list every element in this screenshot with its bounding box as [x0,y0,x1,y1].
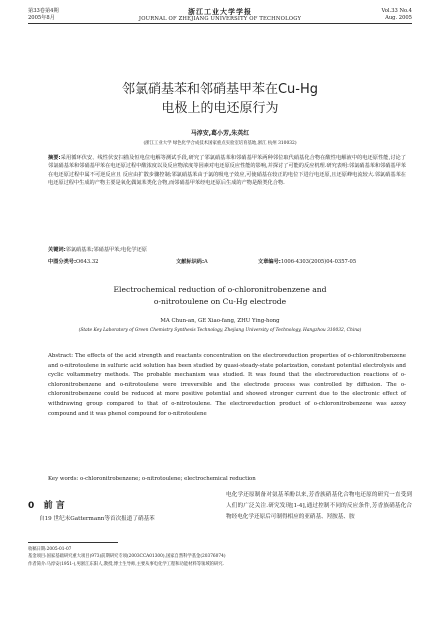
keywords-cn-label: 关键词: [48,247,66,253]
section-heading [28,498,65,511]
issue-info-en [382,8,412,22]
document-code: 文献标识码:A [176,259,208,265]
keywords-en [48,476,406,482]
footnote-received: 收稿日期:2005-01-07 [28,547,72,552]
journal-name-en: JOURNAL OF ZHEJIANG UNIVERSITY OF TECHNOLOGY [138,16,302,22]
clc-number: 中图分类号:O643.32 [48,259,99,265]
body-paragraph: 自19 世纪末Gattermann等首次报道了硝基苯 [39,516,155,522]
abstract-en-label: Abstract: [48,353,74,359]
footnote-fund: 基金项目:国家基础研究重大项目(973)前期研究专项(2003CCA01300),国家自然科学基金(20376074) [28,554,226,560]
paper-title-cn [28,80,412,118]
section-title: 前 言 [43,501,65,511]
paper-title-en [40,284,400,308]
title-en-line2: o-nitrotoulene on Cu-Hg electrode [153,297,287,306]
abstract-cn-label: 摘要: [48,155,61,161]
title-cn-line1: 邻氯硝基苯和邻硝基甲苯在Cu-Hg [121,82,319,97]
footnote-rule [28,542,118,543]
article-number: 文章编号:1006-4303(2005)04-0357-05 [258,259,357,265]
body-column-right [226,490,412,523]
body-column-left [28,514,214,525]
affiliation-en: (State Key Laboratory of Green Chemistry Synthesis Technology, Zhejiang University of Technology, Hangzhou 310032, China) [78,328,362,333]
date-en: Aug. 2005 [385,15,412,21]
classification-row [48,258,406,266]
keywords-cn [48,246,406,254]
keywords-en-label: Key words: [48,476,79,482]
title-cn-line2: 电极上的电还原行为 [161,101,279,116]
volume-issue-en: Vol.33 No.4 [381,8,412,14]
abstract-en [48,352,406,419]
header-rule [28,23,412,24]
abstract-cn-text: 采用循环伏安、线性伏安扫描及恒电位电解等测试手段,研究了邻氯硝基苯和邻硝基甲苯两种邻位取代硝基化合物在酸性电解液中的电还原性能,讨论了邻氯硝基苯和邻硝基甲苯在电还原过程中酸浓度以及反应物浓度等因素对电还原反应性能的影响,并探讨了可能的反应机理.研究表明:邻氯硝基苯和邻硝基甲苯在电还原过程中属不可逆反应且 反应由扩散步骤控制;邻氯硝基苯由于氯的吸电子效应,可使硝基在较正的电位下进行电还原,且还原峰电流较大.邻氯硝基苯在电还原过程中生成的产物主要是氧化偶氮苯类化合物,而邻硝基甲苯经电还原后生成的产物是酚类化合物. [48,155,406,187]
footnote-author-bio: 作者简介:马淳安(1951-),男浙江东阳人,教授,博士生导师,主要从事电化学工程和功能材料等领域的研究. [28,561,224,567]
keywords-en-text: o-chloronitrobenzene; o-nitrotoulene; electrochemical reduction [80,476,256,482]
body-paragraph: 电化学还原制备对氨基苯酚以来,芳香族硝基化合物电还原的研究一直受到人们的广泛关注.研究发现[1-4],通过控制不同的反应条件,芳香族硝基化合物经电化学还原后可制得相应的亚硝基、羟胺基、胺 [226,492,412,520]
authors-en: MA Chun-an, GE Xiao-fang, ZHU Ying-hong [160,318,280,324]
volume-issue-cn: 第33卷第4期 [28,8,59,14]
title-en-line1: Electrochemical reduction of o-chloronitrobenzene and [113,285,327,294]
footnotes [28,546,412,568]
authors-cn: 马淳安,葛小芳,朱英红 [190,130,250,137]
abstract-en-text: The effects of the acid strength and reactants concentration on the electroreduction properties of o-chloronitrobenzene and o-nitrotoulene in sulfuric acid solution has been studied by quasi-steady-state polarization, constant potential electrolysis and cyclic voltammetry methods. The probable mechanism was studied. It was found that the electroreduction reactions of o-chloronitrobenzene and o-nitrotoulene were irreversible and the electrode process was controlled by diffusion. The o-chloronitrobenzene could be reduced at more positive potential and showed stronger current due to the electronic effect of withdrawing group compared to that of o-nitrotoulene. The electroreduction product of o-chloronitrobenzene was azoxy compound and it was phenol compound for o-nitrotoulene [48,353,406,417]
affiliation-cn: (浙江工业大学 绿色化学合成技术国家重点实验室培育基地,浙江 杭州 310032) [143,141,297,146]
journal-name [28,8,412,23]
journal-header [28,8,412,30]
journal-name-cn: 浙江工业大学学报 [188,8,252,16]
abstract-cn [48,154,406,188]
date-cn: 2005年8月 [28,15,55,21]
keywords-cn-text: 邻氯硝基苯;邻硝基甲苯;电化学还原 [65,247,147,253]
section-number: 0 [28,501,35,511]
